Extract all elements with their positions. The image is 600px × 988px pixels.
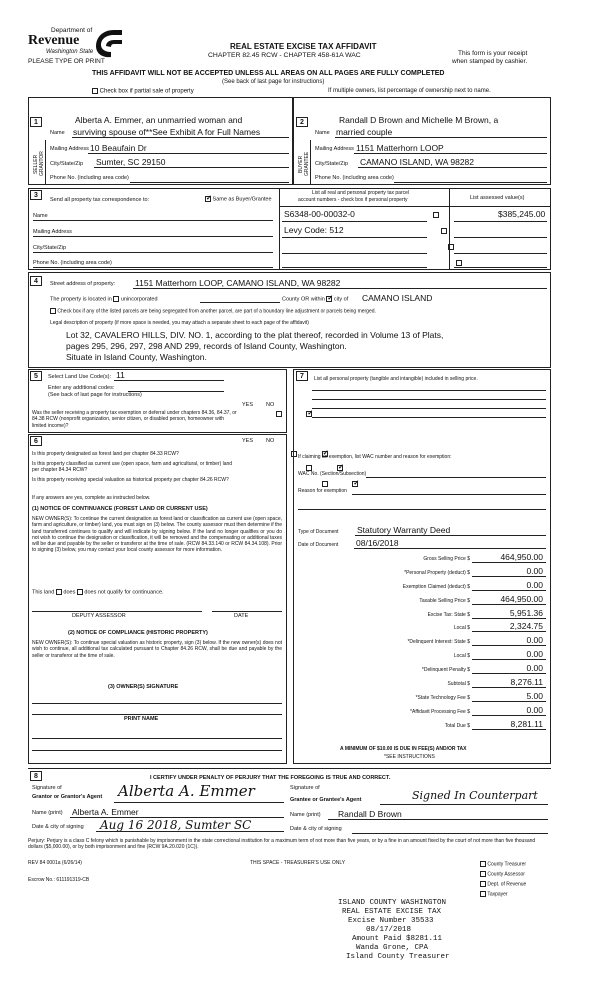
tax-label-interest-state: *Delinquent Interest: State $ (407, 639, 470, 645)
tax-value-taxable[interactable]: 464,950.00 (500, 594, 543, 604)
parcel4-checkbox[interactable] (456, 260, 462, 266)
exemption-yes-checkbox[interactable] (276, 411, 282, 417)
tax-rule-technology (472, 701, 546, 702)
seller-phone-label: Phone No. (including area code) (50, 175, 129, 181)
value-rule4 (454, 267, 547, 268)
stamp-line1: ISLAND COUNTY WASHINGTON (338, 899, 447, 907)
section3-divider2 (449, 188, 450, 270)
grantor-sig-label: Signature of (32, 785, 62, 791)
tax-label-subtotal: Subtotal $ (447, 681, 470, 687)
tax-rule-processing (472, 715, 546, 716)
copy-county-treasurer-checkbox[interactable] (480, 861, 486, 867)
unincorporated-checkbox[interactable] (113, 296, 119, 302)
reason-rule2 (298, 509, 546, 510)
parcel-rule3 (282, 253, 427, 254)
tax-value-processing[interactable]: 0.00 (526, 705, 543, 715)
seller-box (28, 97, 293, 185)
parcel-rule4 (282, 267, 427, 268)
grantor-date-label: Date & city of signing (32, 824, 84, 830)
city-of-checkbox[interactable] (326, 296, 332, 302)
seller-name-line2: surviving spouse of**See Exhibit A for Full Names (73, 127, 261, 137)
stamp-line2: REAL ESTATE EXCISE TAX (342, 908, 442, 916)
assessed-value[interactable]: $385,245.00 (498, 209, 546, 219)
buyer-city-rule (358, 167, 547, 168)
see-back: (See back of last page for instructions) (222, 79, 325, 85)
tax-label-gross: Gross Selling Price $ (423, 556, 470, 562)
doc-type-rule (355, 535, 546, 536)
s3-city-rule (33, 252, 273, 253)
tax-value-state[interactable]: 5,951.36 (509, 608, 543, 618)
tax-rule-exemption (472, 590, 546, 591)
tax-value-subtotal[interactable]: 8,276.11 (510, 677, 543, 687)
notice1-text: NEW OWNER(S): To continue the current designation as forest land or classification as current use (open space, farm and agriculture, or timber) land, you must sign on (3) below. The county assessor must then determine if the land transferred continues to qualify and will indicate by signing below. If the land no longer qualifies or you do not wish to continue the designation or classification, it will be removed and the compensating or additional taxes will be due and payable by the seller or transferor at the time of sale. (RCW 84.33.140 or RCW 84.34.108). Prior to signing (3) below, you may contact your local county assessor for more information. (32, 516, 282, 554)
copy-county-assessor-label: County Assessor (487, 871, 525, 878)
parcel-rule1 (282, 221, 427, 222)
print-name-rule2 (32, 750, 282, 751)
tax-label-state: Excise Tax: State $ (427, 612, 470, 618)
tax-rule-interest-local (472, 659, 546, 660)
tax-value-penalty[interactable]: 0.00 (526, 663, 543, 673)
tax-label-interest-local: Local $ (453, 653, 470, 659)
pp-rule4 (312, 417, 546, 418)
parcel-rule2 (282, 237, 427, 238)
deputy-date: DATE (234, 613, 249, 619)
seller-name-line1: Alberta A. Emmer, an unmarried woman and (75, 115, 243, 125)
parcel3-checkbox[interactable] (448, 244, 454, 250)
grantee-date-rule (352, 833, 548, 834)
s6-no: NO (266, 438, 275, 444)
legal-line2: pages 295, 296, 297, 298 AND 299, records of Island County, Washington. (66, 341, 347, 351)
tax-value-exemption[interactable]: 0.00 (526, 580, 543, 590)
doc-type[interactable]: Statutory Warranty Deed (357, 525, 451, 535)
section8-number: 8 (30, 771, 42, 781)
s3-phone-rule (33, 267, 273, 268)
q-historic: Is this property receiving special valuation as historical property per chapter 84.26 RCW? (32, 477, 229, 483)
dept-line1: Department of (51, 27, 93, 34)
seller-city[interactable]: Sumter, SC 29150 (96, 157, 166, 167)
buyer-address-label: Mailing Address (315, 146, 354, 152)
tax-value-total[interactable]: 8,281.11 (510, 719, 543, 729)
buyer-address-rule (354, 153, 547, 154)
section3-divider (279, 188, 280, 270)
reason-rule (352, 494, 546, 495)
seller-phone-rule (130, 182, 289, 183)
stamp-line6: Wanda Grone, CPA (356, 944, 429, 952)
tax-value-technology[interactable]: 5.00 (526, 691, 543, 701)
buyer-address[interactable]: 1151 Matterhorn LOOP (356, 143, 444, 153)
county-or-within (282, 296, 348, 302)
seller-address[interactable]: 10 Beaufain Dr (90, 143, 147, 153)
stamp-line7: Island County Treasurer (346, 953, 450, 961)
wac-rule (366, 477, 546, 478)
this-land (32, 589, 164, 595)
print-name: PRINT NAME (124, 716, 159, 722)
section5-number: 5 (30, 371, 42, 381)
minimum-due: A MINIMUM OF $10.00 IS DUE IN FEE(S) AND/OR TAX (340, 746, 467, 752)
tax-value-personal[interactable]: 0.00 (526, 566, 543, 576)
parcel-header-line1: List all real and personal property tax parcel (312, 190, 409, 196)
tax-rule-interest-state (472, 645, 546, 646)
grantee-name-rule (328, 819, 548, 820)
q-current-use: Is this property classified as current use (open space, farm and agricultural, or timber) land per chapter 84.34 RCW? (32, 461, 233, 474)
tax-label-personal: *Personal Property (deduct) $ (404, 570, 470, 576)
personal-property-label: List all personal property (tangible and intangible) included in selling price. (314, 376, 478, 382)
buyer-name-line2: married couple (336, 127, 393, 137)
pp-rule3 (312, 408, 546, 409)
seller-name-label: Name (50, 130, 65, 136)
city-of-label: city of (333, 296, 349, 303)
form-subtitle: CHAPTER 82.45 RCW - CHAPTER 458-61A WAC (208, 52, 361, 59)
q-forest: Is this property designated as forest land per chapter 84.33 RCW? (32, 451, 179, 457)
value-rule3 (454, 253, 547, 254)
if-yes: If any answers are yes, complete as instructed below. (32, 495, 151, 501)
seller-divider (45, 140, 46, 185)
seller-city-rule (94, 167, 289, 168)
partial-sale-checkbox[interactable] (92, 88, 98, 94)
tax-rule-total (472, 729, 546, 730)
grantee-agent-label: Grantee or Grantee's Agent (290, 797, 362, 803)
escrow-number: Escrow No.: 611191319-CB (28, 877, 90, 883)
pp-rule2 (312, 399, 546, 400)
parcel1-checkbox[interactable] (433, 212, 439, 218)
q-exemption: Was the seller receiving a property tax exemption or deferral under chapters 84.36, 84.37, or 84.38 RCW (nonprofit organization, senior citizen, or disabled person, homeowner with limited income)? (32, 410, 237, 429)
tax-rule-subtotal (472, 687, 546, 688)
doc-date-label: Date of Document (298, 542, 339, 548)
copy-dept-revenue-checkbox[interactable] (480, 881, 486, 887)
copy-taxpayer-label: Taxpayer (487, 891, 508, 898)
s5-see-back: (See back of last page for instructions) (48, 392, 142, 398)
s3-phone-label: Phone No. (including area code) (33, 260, 112, 266)
legal-line3: Situate in Island County, Washington. (66, 352, 207, 362)
buyer-side-label: BUYER GRANTEE (298, 151, 310, 177)
same-as-buyer (205, 196, 272, 202)
section4-number: 4 (30, 276, 42, 286)
tax-label-local: Local $ (453, 625, 470, 631)
stamp-line3: Excise Number 35533 (348, 917, 434, 925)
unincorporated-label: unincorporated (120, 296, 158, 303)
section2-number: 2 (296, 117, 308, 127)
tax-rule-taxable (472, 604, 546, 605)
grantee-name-label: Name (print) (290, 812, 321, 818)
grantor-date-city[interactable]: Aug 16 2018, Sumter SC (100, 818, 252, 832)
tax-rule-penalty (472, 673, 546, 674)
stamp-line4: 08/17/2018 (366, 926, 412, 934)
parcel-number[interactable]: S6348-00-00032-0 (284, 209, 355, 219)
see-instructions: *SEE INSTRUCTIONS (384, 754, 435, 760)
section1-number: 1 (30, 117, 42, 127)
grantor-agent-label: Grantor or Grantor's Agent (32, 794, 103, 800)
land-use-code[interactable]: 11 (116, 370, 125, 380)
exemption-claim: If claiming an exemption, list WAC number and reason for exemption: (298, 454, 452, 460)
tax-value-local[interactable]: 2,324.75 (509, 621, 543, 631)
certify-statement: I CERTIFY UNDER PENALTY OF PERJURY THAT THE FOREGOING IS TRUE AND CORRECT. (150, 775, 391, 781)
doc-type-label: Type of Document (298, 529, 339, 535)
located-in (50, 296, 158, 302)
buyer-box (293, 97, 551, 185)
county-rule (200, 302, 280, 303)
copy-dept-revenue-label: Dept. of Revenue (487, 881, 527, 888)
tax-label-total: Total Due $ (444, 723, 470, 729)
copy-county-assessor (480, 871, 525, 877)
receipt-line2: when stamped by cashier. (452, 58, 528, 65)
copy-county-treasurer-label: County Treasurer (487, 861, 527, 868)
buyer-name-rule (335, 137, 547, 138)
partial-sale-label: Check box if partial sale of property (99, 88, 194, 95)
street-address[interactable]: 1151 Matterhorn LOOP, CAMANO ISLAND, WA 98282 (135, 278, 341, 288)
perjury-notice: Perjury: Perjury is a class C felony which is punishable by imprisonment in the state correctional institution for a maximum term of not more than five years, or by a fine in an amount fixed by the court of not more than five thousand dollars ($5,000.00), or by both imprisonment and fine (RCW 9A.20.020 (1C)). (28, 838, 536, 851)
street-label: Street address of property: (50, 281, 116, 287)
value-header: List assessed value(s) (470, 195, 525, 201)
wac-label: WAC No. (Section/Subsection) (298, 471, 367, 477)
s6-yes: YES (242, 438, 254, 444)
tax-value-interest-state[interactable]: 0.00 (526, 635, 543, 645)
grantee-signature[interactable]: Signed In Counterpart (412, 789, 538, 802)
land-use-rule (114, 380, 224, 381)
date-rule (212, 611, 282, 612)
send-correspondence-label: Send all property tax correspondence to: (50, 197, 150, 203)
parcel-header-rule (279, 206, 551, 207)
copy-county-treasurer (480, 861, 526, 867)
s3-address-rule (33, 236, 273, 237)
buyer-divider (310, 140, 311, 185)
seller-name-rule (72, 137, 289, 138)
grantor-name-label: Name (print) (32, 810, 63, 816)
same-as-buyer-label: Same as Buyer/Grantee (212, 196, 272, 203)
does-label: does (63, 589, 76, 596)
multiple-owners: If multiple owners, list percentage of ownership next to name. (328, 88, 491, 94)
does-not-label: does not qualify for continuance. (84, 589, 164, 596)
deputy-rule (32, 611, 202, 612)
copy-dept-revenue (480, 881, 526, 887)
deputy-assessor: DEPUTY ASSESSOR (72, 613, 126, 619)
copy-taxpayer (480, 891, 508, 897)
grantor-date-rule (96, 831, 284, 832)
segregated-checkbox[interactable] (50, 308, 56, 314)
tax-rule-state (472, 618, 546, 619)
grantor-signature[interactable]: Alberta A. Emmer (118, 782, 255, 800)
legal-label: Legal description of property (if more space is needed, you may attach a separate sheet to each page of the affidavit) (50, 320, 309, 326)
owner-sig-rule2 (32, 714, 282, 715)
pp-rule1 (312, 390, 546, 391)
tax-label-technology: *State Technology Fee $ (415, 695, 470, 701)
warning-text: THIS AFFIDAVIT WILL NOT BE ACCEPTED UNLESS ALL AREAS ON ALL PAGES ARE FULLY COMPLETED (92, 70, 445, 77)
doc-date-rule (354, 548, 546, 549)
levy-code[interactable]: Levy Code: 512 (284, 225, 344, 235)
value-rule2 (454, 237, 547, 238)
grantee-name[interactable]: Randall D Brown (338, 809, 402, 819)
tax-value-gross[interactable]: 464,950.00 (500, 552, 543, 562)
tax-rule-local (472, 631, 546, 632)
parcel2-checkbox[interactable] (441, 228, 447, 234)
s3-name-rule (33, 220, 273, 221)
grantor-name[interactable]: Alberta A. Emmer (72, 807, 139, 817)
s3-name-label: Name (33, 213, 48, 219)
land-use-label: Select Land Use Code(s): (48, 374, 111, 380)
please-type: PLEASE TYPE OR PRINT (28, 58, 105, 65)
this-land-label: This land (32, 589, 55, 596)
additional-rule (128, 391, 224, 392)
located-label: The property is located in (50, 296, 112, 303)
street-rule (133, 288, 547, 289)
notice1-title: (1) NOTICE OF CONTINUANCE (FOREST LAND OR CURRENT USE) (32, 506, 208, 512)
copy-taxpayer-checkbox[interactable] (480, 891, 486, 897)
receipt-line1: This form is your receipt (458, 50, 528, 57)
tax-value-interest-local[interactable]: 0.00 (526, 649, 543, 659)
same-as-buyer-checkbox[interactable] (205, 196, 211, 202)
buyer-phone-rule (394, 182, 547, 183)
county-or-within-label: County OR within (282, 296, 325, 303)
seller-address-rule (88, 153, 289, 154)
s5-no: NO (266, 402, 275, 408)
does-not-checkbox[interactable] (77, 589, 83, 595)
city-name[interactable]: CAMANO ISLAND (362, 293, 433, 303)
tax-rule-gross (472, 562, 546, 563)
stamp-line5: Amount Paid $8281.11 (352, 935, 443, 943)
tax-label-penalty: *Delinquent Penalty $ (421, 667, 470, 673)
legal-line1: Lot 32, CAVALERO HILLS, DIV. NO. 1, according to the plat thereof, recorded in Volume 13 of Plats, (66, 330, 444, 340)
segregated-label: Check box if any of the listed parcels are being segregated from another parcel, are part of a boundary line adjustment or parcels being merged. (57, 308, 376, 315)
buyer-city-label: City/State/Zip (315, 161, 349, 167)
partial-sale (92, 88, 194, 95)
additional-codes: Enter any additional codes: (48, 385, 115, 391)
section7-number: 7 (296, 371, 308, 381)
dept-line3: Washington State (46, 49, 94, 55)
dept-line2: Revenue (28, 33, 80, 48)
grantee-sig-rule (380, 804, 548, 805)
value-rule1 (454, 221, 547, 222)
buyer-city[interactable]: CAMANO ISLAND, WA 98282 (360, 157, 475, 167)
s3-city-label: City/State/Zip (33, 245, 67, 251)
seller-city-label: City/State/Zip (50, 161, 84, 167)
grantor-sig-rule (114, 802, 284, 803)
section3-number: 3 (30, 190, 42, 200)
s5-yes: YES (242, 402, 254, 408)
notice2-title: (2) NOTICE OF COMPLIANCE (HISTORIC PROPERTY) (68, 630, 208, 636)
form-revision: REV 84 0001a (6/26/14) (28, 860, 82, 866)
tax-label-processing: *Affidavit Processing Fee $ (410, 709, 470, 715)
buyer-name-line1: Randall D Brown and Michelle M Brown, a (339, 115, 499, 125)
segregated (50, 308, 376, 314)
owner-signature: (3) OWNER(S) SIGNATURE (108, 684, 179, 690)
section6-number: 6 (30, 436, 42, 446)
seller-address-label: Mailing Address (50, 146, 89, 152)
tax-rule-personal (472, 576, 546, 577)
copy-county-assessor-checkbox[interactable] (480, 871, 486, 877)
does-checkbox[interactable] (56, 589, 62, 595)
s3-address-label: Mailing Address (33, 229, 72, 235)
reason-label: Reason for exemption (298, 488, 347, 494)
owner-sig-rule1 (32, 703, 282, 704)
grantee-sig-label: Signature of (290, 785, 320, 791)
print-name-rule1 (32, 738, 282, 739)
tax-label-exemption: Exemption Claimed (deduct) $ (402, 584, 470, 590)
seller-side-label: SELLER GRANTOR (33, 151, 45, 177)
doc-date[interactable]: 08/16/2018 (356, 538, 399, 548)
buyer-name-label: Name (315, 130, 330, 136)
buyer-phone-label: Phone No. (including area code) (315, 175, 394, 181)
form-title: REAL ESTATE EXCISE TAX AFFIDAVIT (230, 42, 377, 51)
notice2-text: NEW OWNER(S): To continue special valuation as historic property, sign (3) below. If the new owner(s) does not wish to continue, all additional tax calculated pursuant to Chapter 84.26 RCW, shall be due and payable by the seller or transferor at the time of sale. (32, 640, 282, 659)
grantee-date-label: Date & city of signing (290, 826, 342, 832)
parcel-header-line2: account numbers - check box if personal property (298, 197, 408, 203)
tax-label-taxable: Taxable Selling Price $ (419, 598, 470, 604)
treasurer-space: THIS SPACE - TREASURER'S USE ONLY (250, 860, 346, 866)
